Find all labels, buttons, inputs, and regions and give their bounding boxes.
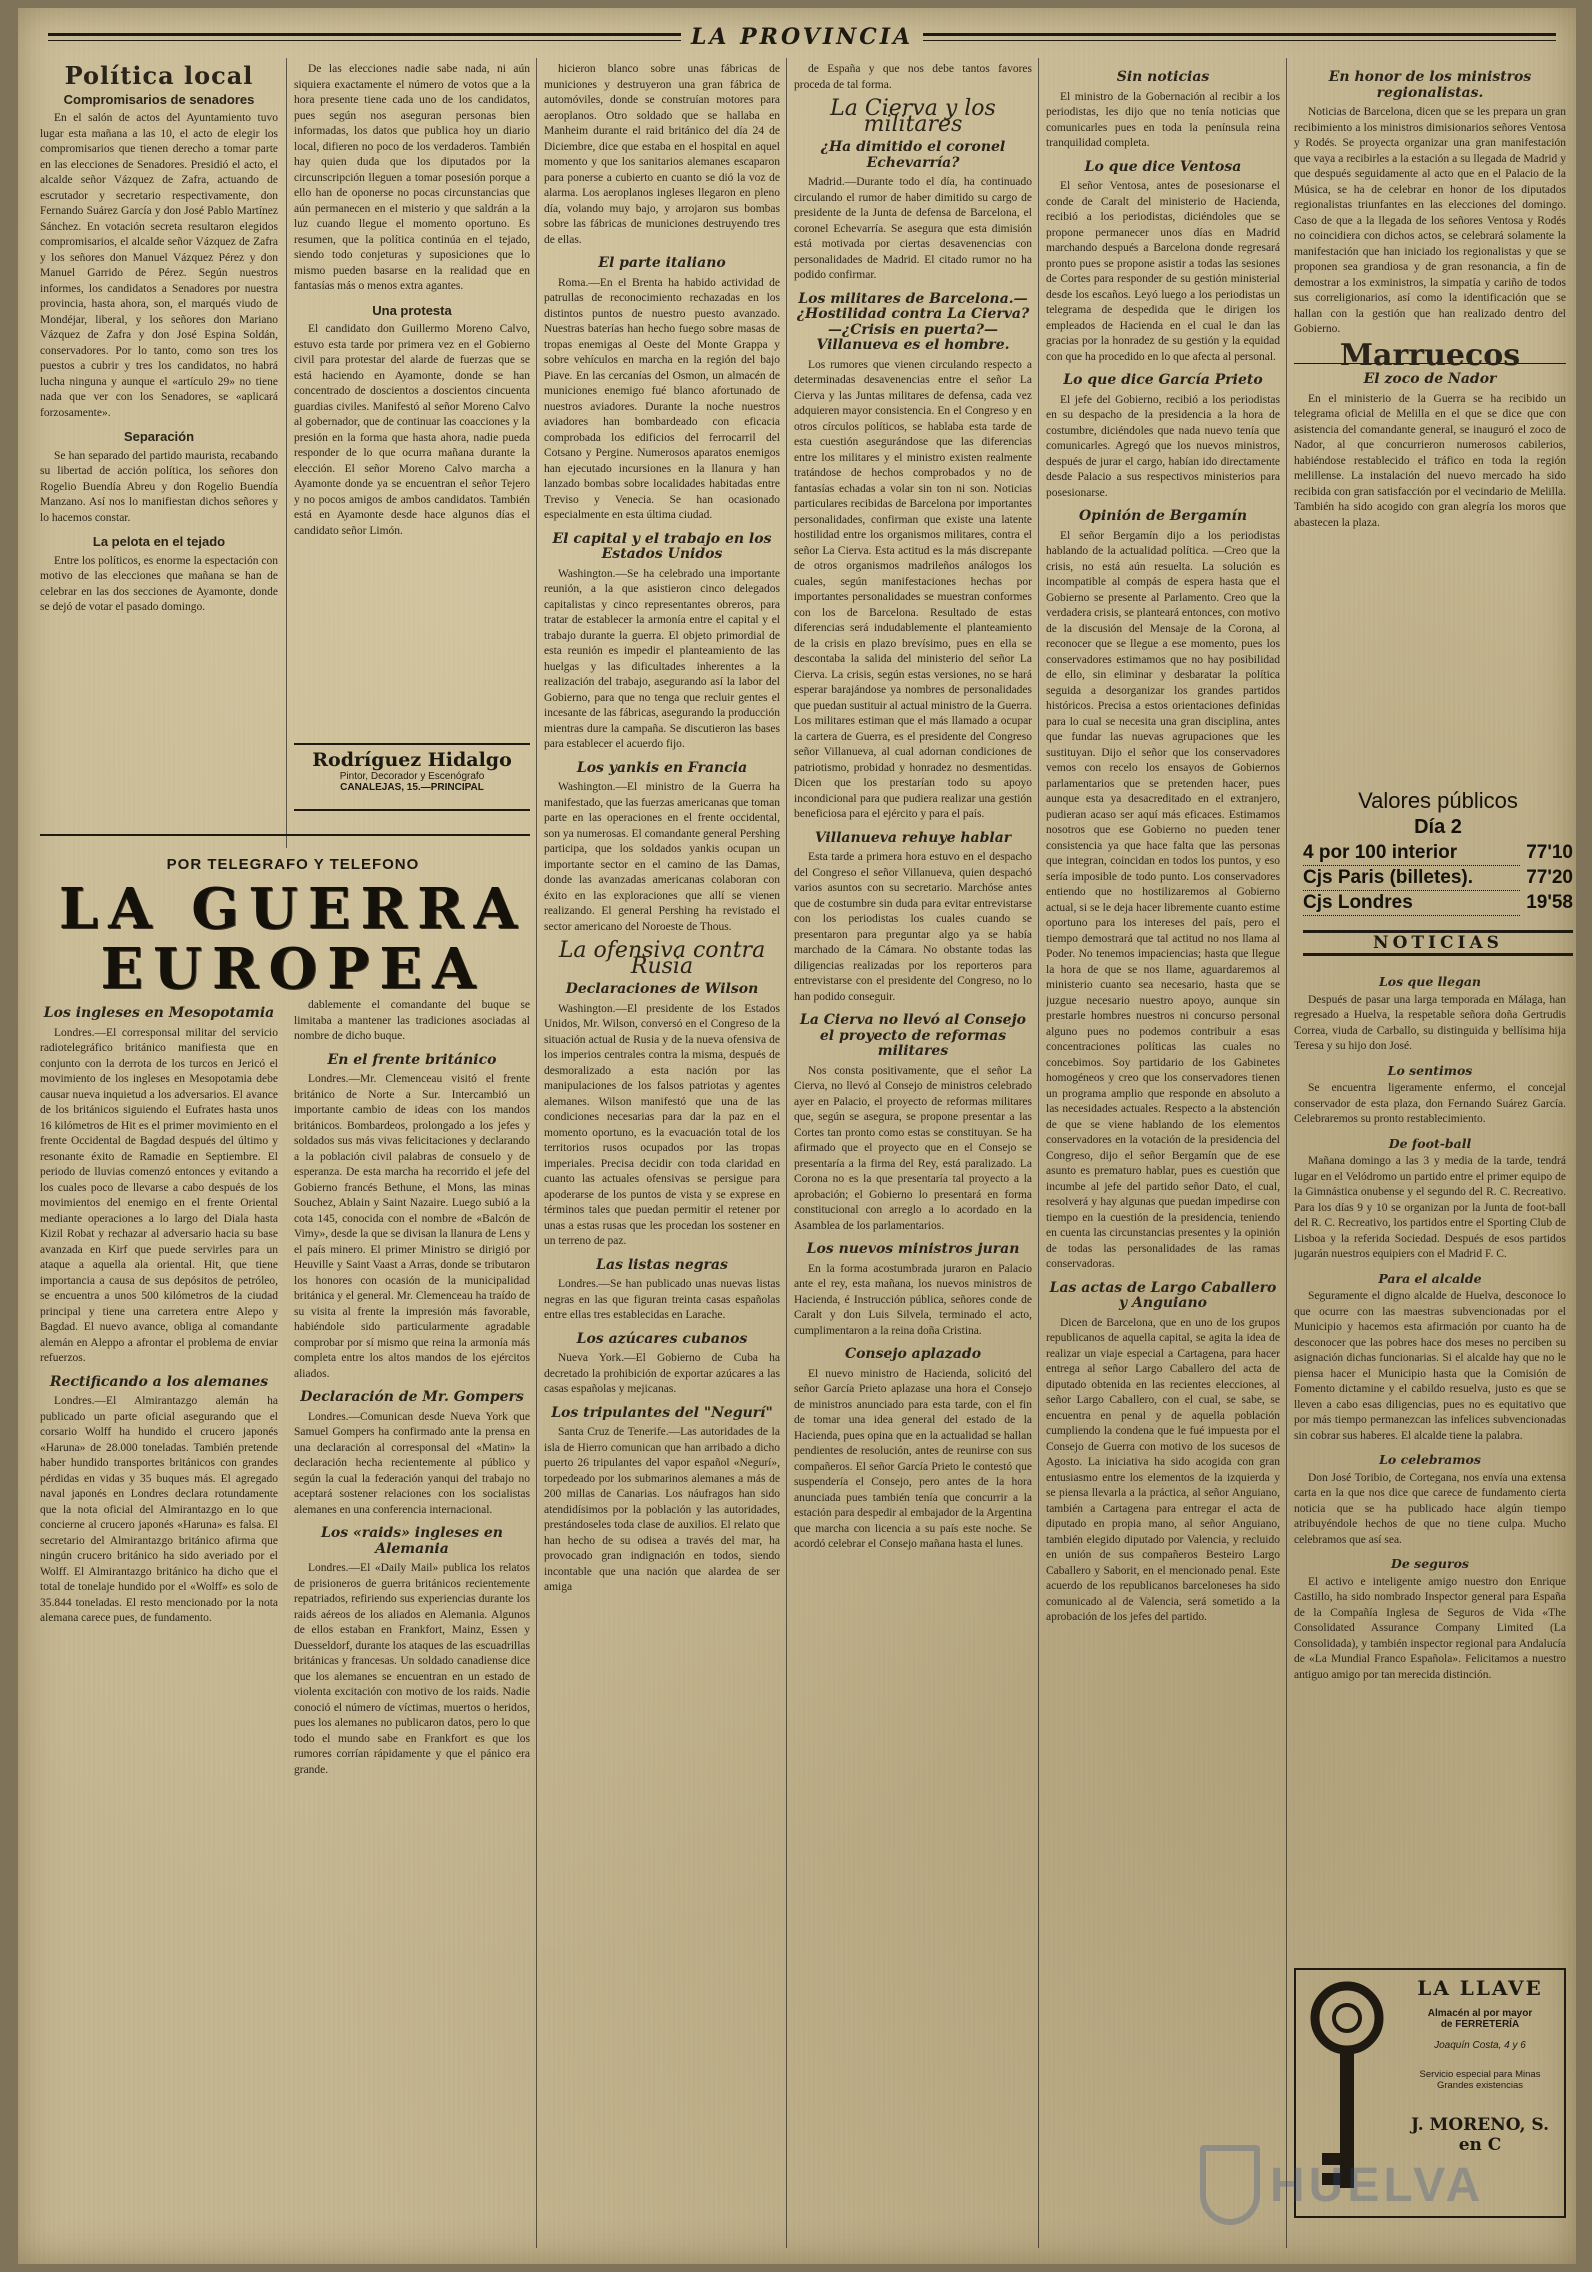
headline: En honor de los ministros regionalistas. bbox=[1328, 69, 1532, 101]
headline: Consejo aplazado bbox=[844, 1346, 982, 1362]
column-rule bbox=[286, 58, 287, 848]
article-text: El candidato don Guillermo Moreno Calvo, estuvo esta tarde por primera vez en el Gobierno civil para protestar del alarde de fuerzas que se está haciendo en Ayamonte, donde se han concentrado de doscientos a doscientos cincuenta guardias civiles. Manifestó al señor Moreno Calvo al gobernador, que de continuar las coacciones y la presión en la forma que hasta ahora, nadie pueda responder de lo que ocurra mañana durante la elección. El señor Moreno Calvo marcha a Ayamonte donde ya se encuentran el señor Tejero y no pocos amigos de ambos candidatos. También está en Ayamonte desde hace algunos días el candidato señor Limón. bbox=[294, 323, 530, 537]
column-6-noticias bbox=[1294, 966, 1566, 1966]
column-politica-local bbox=[40, 62, 278, 842]
article-text: Se han separado del partido maurista, recabando su libertad de acción política, los señores don Rogelio Buendía Abreu y don Rogelio Buendía Manzano. Así nos lo manifiestan dichos señores y lo hacemos constar. bbox=[40, 449, 278, 524]
article-text: Seguramente el digno alcalde de Huelva, desconoce lo que ocurre con las maestras subvencionadas por el Municipio y hacemos esta afirmación por cuanto ha de desconocer que las pobres hace dos meses no perciben su asignación dichas funcionarias. Si el alcalde hay que no le piensa hacer el Municipio hasta que la Comisión de Fomento dictamine y el cabildo resuelva, justo es que se lleven a cabo esas diligencias, pues no es equitativo que por más tiempo permanezcan las infelices subvencionadas sin cobrar sus haberes. El alcalde tiene la palabra. bbox=[1294, 1290, 1566, 1442]
headline: Compromisarios de senadores bbox=[63, 91, 255, 107]
column-guerra-2 bbox=[294, 998, 530, 2248]
headline: Las listas negras bbox=[596, 1256, 728, 1273]
ad-name: Rodríguez Hidalgo bbox=[312, 749, 512, 771]
headline: Lo sentimos bbox=[1387, 1062, 1473, 1078]
article-text: Nos consta positivamente, que el señor La Cierva, no llevó al Consejo de ministros celebrado ayer en Palacio, el proyecto de reformas militares que, según se asegura, se propone presentar a las Cortes tan pronto como estas se constituyan. Se ha afirmado que el proyecto que en el Consejo se presentaría a la firma del Rey, está paralizado. La Corona no es la que presentaría tal proyecto a la aprobación; el Gobierno lo presentará en forma constitucional con arreglo a lo acordado en la Asamblea de los parlamentarios. bbox=[794, 1064, 1032, 1232]
headline: El zoco de Nador bbox=[1363, 371, 1497, 387]
headline: Los azúcares cubanos bbox=[576, 1330, 748, 1347]
war-title-line-1: LA GUERRA bbox=[58, 876, 528, 942]
headline: Los tripulantes del "Negurí" bbox=[551, 1404, 773, 1421]
article-text: Washington.—El ministro de la Guerra ha manifestado, que las fuerzas americanas que toman parte en las operaciones en el frente occidental, son ya numerosas. El comandante general Pershing participa, que los soldados yankis ocupan un importante sector en el camino de las Damas, donde las avanzadas americanas colaboran con éxito en las exploraciones que allí se vienen realizando. El general Pershing ha revistado el sector americano del Noroeste de Thous. bbox=[544, 781, 780, 933]
masthead bbox=[48, 20, 1556, 54]
headline: Sin noticias bbox=[1116, 69, 1210, 85]
headline: De foot-ball bbox=[1388, 1135, 1472, 1151]
article-text: Santa Cruz de Tenerife.—Las autoridades de la isla de Hierro comunican que han arribado a dicho puerto 26 tripulantes del vapor español «Negurí», torpedeado por los submarinos alemanes a más de 200 millas de Canarias. Los náufragos han sido atendidísimos por la población y las autoridades, prestándoseles toda clase de auxilios. El relato que han hecho de su odisea a través del mar, ha provocado gran indignación en todos, siendo incontable que una nación que alardea de ser amiga bbox=[544, 1426, 780, 1593]
valor-value: 77'10 bbox=[1526, 842, 1573, 863]
article-text: Se encuentra ligeramente enfermo, el concejal conservador de esta plaza, don Fernando Suárez García. Celebraremos su pronto restablecimiento. bbox=[1294, 1082, 1566, 1125]
ad-line: Servicio especial para Minas bbox=[1419, 2069, 1541, 2080]
article-text: El nuevo ministro de Hacienda, solicitó del señor García Prieto aplazase una hora el Consejo de ministros anunciado para esta tarde, con el fin de tomar una idea general del estado de la Hacienda, pues opina que en la actualidad se hallan pendientes de resolución, antes de reunirse con sus compañeros. El señor García Prieto le contestó que suspendería el Consejo, pero antes de la hora anunciada pues también tenía que concurrir a la estación para despedir al embajador de la Argentina que marcha con licencia a su país este noche. Se acordó celebrar el Consejo mañana hasta el lunes. bbox=[794, 1367, 1032, 1550]
ad-line: Almacén al por mayor bbox=[1427, 2008, 1533, 2019]
valor-name: Cjs Londres bbox=[1303, 891, 1520, 916]
column-rule bbox=[1286, 58, 1287, 2248]
headline: Opinión de Bergamín bbox=[1078, 508, 1248, 524]
article-text: El señor Bergamín dijo a los periodistas hablando de la actualidad política. —Creo que la crisis, no está aún resuelta. La solución es incompatible al compás de espera hasta que el Gobierno se presente al Parlamento. Creo que la verdadera crisis, se planteará entonces, con motivo de la discusión del Mensaje de la Corona, al reconocer que se llegue a ese momento, pues los conservadores estimamos que no hay posibilidad de ello, sin eliminar y desbaratar la política seguida a desorganizar los grandes partidos históricos. Precisa a estos orientaciones definidas para lo cual se necesita una gran disciplina, antes que fundar las nuevas agrupaciones que les sustituyan. Dijo el señor que los conservadores vemos con recelo los ensayos de Gobiernos parlamentarios que se pretenden hacer, pues aunque esta ya desacreditado en el extranjero, pudieran acaso ser aquí más eficaces. Estimamos nosotros que ese Gobierno no pueden tener consistencia ya que hace falta que las personas que integran, coincidan en todos los puntos, y eso sería imposible de todo punto. Los conservadores entiendo que no hostilizaremos al Gobierno actual, si se le deja hacer libremente cuanto estime oportuno para los intereses del país, pero el tiempo demostrará que tal actitud no nos llama al Poder. No tenemos impaciencias; hasta que llegue la hora de que se nos llame, aguardaremos al ministerio cuanto sea necesario, hasta que se juzgue necesario nuestro apoyo, aunque sin prestarle hombres nuestros ni concurso personal alguno pues no podemos contribuir a esas concentraciones políticas las cuales no concebimos. Soy partidario de los Gabinetes homogéneos y creo que los conservadores tienen un programa amplio que responde en absoluto a las necesidades actuales. Respecto a la abstención de que se viene hablando de los elementos conservadores en la votación de la presidencia del Congreso, dijo el señor Bergamín que de ese asunto es prematuro hablar, pues es cuestión que incumbe al jefe del partido señor Dato, el cual, resolverá y hay algunas que puedan impedirse con tiempo en la cuestión de la presidencia, teniendo en cuenta las circunstancias presentes y la opinión de todas las personalidades de las ramas conservadoras. bbox=[1046, 529, 1280, 1270]
valores-row bbox=[1303, 891, 1573, 916]
column-3 bbox=[544, 62, 780, 2252]
valor-name: 4 por 100 interior bbox=[1303, 841, 1520, 866]
article-text: Roma.—En el Brenta ha habido actividad de patrullas de reconocimiento rechazadas en los distintos puntos de nuestro puesto avanzado. Nuestras baterías han hecho fuego sobre masas de tropas enemigas al Oeste del Monte Grappa y sobre vehículos en marcha en la región del bajo Piave. En las cercanías del Osmon, un almacén de municiones enemigo fué blanco afortunado de nuestros aviadores. Durante la noche nuestros aviadores han bombardeado con eficacia comprobada los edificios del ferrocarril del Cotsano y Pergine. Numerosos aparatos enemigos han ejecutado incursiones en la llanura y han lanzado bombas sobre localidades habitadas entre Treviso y Venecia. Se han ocasionado especialmente en esta última ciudad. bbox=[544, 276, 780, 521]
article-text: hicieron blanco sobre unas fábricas de municiones y destruyeron una gran fábrica de automóviles, donde se construían motores para aeroplanos. Otro soldado que se hallaba en Manheim durante el raid británico del día 24 de Diciembre, dice que estaba en el hospital en aquel momento y que los sanitarios alemanes escaparon para ponerse a cubierto en cuanto se dió la voz de alarma. Los aeroplanos ingleses llegaron en pleno día, volando muy bajo, y arrojaron sus bombas sobre las fábricas de municiones destruyendo tres de ellas. bbox=[544, 63, 780, 246]
valores-publicos bbox=[1303, 788, 1573, 918]
article-text: dablemente el comandante del buque se limitaba a mantener las tradiciones asociadas al nombre de dicho buque. bbox=[294, 999, 530, 1042]
article-text: Londres.—El «Daily Mail» publica los relatos de prisioneros de guerra británicos recientemente repatriados, refiriendo sus experiencias durante los raids aéreos de los aliados en Alemania. Algunos de ellos estaban en Frankfort, Mainz, Essen y Duesseldorf, durante los ataques de las escuadrillas británicas y francesas. Un soldado canadiense dice que los alemanes se encuentran en un estado de violenta excitación con motivo de los raids. Nadie conoció el número de víctimas, muertos o heridos, pues los alemanes no publicaron datos, pero lo que todo el mundo sabe en Frankfort es que los rumores corrían rápidamente y que el pánico era grande. bbox=[294, 1562, 530, 1776]
article-text: Londres.—Se han publicado unas nuevas listas negras en las que figuran treinta casas españolas entre ellas tres establecidas en Larache. bbox=[544, 1278, 780, 1321]
headline: Los que llegan bbox=[1378, 974, 1482, 989]
headline: ¿Ha dimitido el coronel Echevarría? bbox=[820, 139, 1006, 171]
article-text: Washington.—El presidente de los Estados Unidos, Mr. Wilson, conversó en el Congreso de la situación actual de Rusia y de la nueva ofensiva de los imperios centrales contra la misma, después de desmoralizado a esta nación por las manipulaciones de los falsos patriotas y agentes alemanes. Wilson manifestó que una de las condiciones necesarias para dar la paz en el momento oportuno, es la evacuación total de los territorios rusos ocupados por las tropas imperiales. Precisa decidir con toda claridad en cuanto las actuales ofensivas se persigue para apoderarse de los puntos de vista y se exprese en términos tales que puedan permitir el retener por unas a estas rusas que les procedan los sostener en un terreno de paz. bbox=[544, 1002, 780, 1247]
headline: Las actas de Largo Caballero y Anguiano bbox=[1049, 1279, 1277, 1311]
column-rule bbox=[536, 58, 537, 2248]
ad-rodriguez-hidalgo bbox=[294, 743, 530, 811]
war-title-line-2: EUROPEA bbox=[100, 936, 486, 1002]
war-subtitle: POR TELEGRAFO Y TELEFONO bbox=[166, 856, 420, 873]
headline: Los yankis en Francia bbox=[576, 759, 748, 776]
valor-value: 77'20 bbox=[1526, 867, 1573, 888]
ad-line: Joaquín Costa, 4 y 6 bbox=[1434, 2040, 1526, 2051]
valores-row bbox=[1303, 866, 1573, 891]
article-text: Londres.—El Almirantazgo alemán ha publicado un parte oficial asegurando que el corsario Wolff ha hundido el crucero japonés «Haruna» de 28.000 toneladas. También pretende haber hundido transportes británicos con grandes pérdidas en vidas y 35 buques más. El agregado naval japonés en Londres declara rotundamente que la nota oficial del Almirantazgo en lo que concierne al crucero japonés «Haruna» es falsa. El secretario del Almirantazgo británico afirma que ningún crucero británico ha sido averiado por el Wolff. El Almirantazgo británico ha dicho que el total de tonelaje hundido por el «Wolff» es solo de 35.844 toneladas. El resto mencionado por la nota alemana carece pues, de fundamento. bbox=[40, 1395, 278, 1624]
column-5 bbox=[1046, 62, 1280, 2252]
headline: Los nuevos ministros juran bbox=[806, 1241, 1020, 1257]
article-text: Después de pasar una larga temporada en Málaga, han regresado a Huelva, la respetable señora doña Gertrudis Correa, viuda de Carballo, su distinguida y bellísima hija Teresa y su hijo don José. bbox=[1294, 993, 1566, 1052]
ad-line: de FERRETERÍA bbox=[1440, 2019, 1520, 2030]
article-text: El jefe del Gobierno, recibió a los periodistas en su despacho de la presidencia a la hora de costumbre, diciéndoles que nada nuevo tenía que comunicarles. Agregó que los nuevos ministros, después de jurar el cargo, habían ido directamente desde Palacio a sus respectivos ministerios para posesionarse. bbox=[1046, 393, 1280, 499]
article-text: Mañana domingo a las 3 y media de la tarde, tendrá lugar en el Velódromo un partido entre el primer equipo de la Gimnástica onubense y el segundo del R. C. Recreativo. Para los días 9 y 10 se organizan por la Junta de foot-ball del R. C. Recreativo, los partidos entre el Sporting Club de Lisboa y la referida Sociedad. Después de esos partidos jugarán nuestros equipiers con el Madrid F. C. bbox=[1294, 1155, 1566, 1260]
article-text: Londres.—Mr. Clemenceau visitó el frente británico de Norte a Sur. Intercambió un importante cambio de ideas con los mandos británicos. Bombardeos, prolongado a los jefes y soldados sus más vivas felicitaciones y declarando a la población civil palabras de consuelo y de esperanza. De esta marcha ha recorrido el jefe del Gobierno francés Bethune, el Mons, las minas Souchez, Ablain y Saint Nazaire. Luego subió a la cota 145, conocida con el nombre de «Balcón de Vimy», desde la que se divisan la llanura de Lens y el país minero. El primer Ministro se dirigió por Heuville y Saint Vaast a Arras, donde se tributaron los honores con ocasión de la municipalidad británica y el general. Mr. Clemenceau ha traído de su visita al frente la impresión más favorable, habiéndole sido particularmente agradable comprobar por sí mismo que reina la armonía más completa entre los altos mandos de los ejércitos aliados. bbox=[294, 1073, 530, 1380]
article-text: El señor Ventosa, antes de posesionarse el conde de Caralt del ministerio de Hacienda, recibió a los periodistas, diciéndoles que se propone permanecer unos días en Madrid marchando después a Barcelona donde regresará pronto pues se propone asistir a todas las sesiones de Cortes para responder de su gestión ministerial desde los escaños. Leyó luego a los periodistas un telegrama de despedida que le dirigen los empleados de Hacienda en el cual le dan las gracias por la honradez de su gestión y la equidad con que ha procedido en lo que afecta al personal. bbox=[1046, 180, 1280, 363]
ad-line: Pintor, Decorador y Escenógrafo bbox=[339, 771, 485, 782]
headline: En el frente británico bbox=[327, 1051, 497, 1068]
war-headline bbox=[58, 856, 528, 1002]
article-text: Don José Toribio, de Cortegana, nos envía una extensa carta en la que nos dice que carece de fundamento cierta noticia que se ha publicado hace algún tiempo atribuyéndole hechos de que no tiene culpa. Mucho celebramos que así sea. bbox=[1294, 1471, 1566, 1546]
headline: Lo celebramos bbox=[1379, 1452, 1481, 1467]
headline: Los «raids» ingleses en Alemania bbox=[321, 1525, 503, 1557]
article-text: Londres.—Comunican desde Nueva York que Samuel Gompers ha confirmado ante la prensa en una declaración al corresponsal del «Matin» la declaración hecha recientemente al público y según la cual la federación yanqui del trabajo no aceptará sostener relaciones con los socialistas alemanes en una conferencia internacional. bbox=[294, 1410, 530, 1516]
headline: El capital y el trabajo en los Estados Unidos bbox=[552, 530, 772, 562]
ad-address: CANALEJAS, 15.—PRINCIPAL bbox=[340, 782, 484, 793]
masthead-title: LA PROVINCIA bbox=[690, 24, 914, 50]
article-text: Nueva York.—El Gobierno de Cuba ha decretado la prohibición de exportar azúcares a las casas españolas y mejicanas. bbox=[544, 1352, 780, 1395]
headline: Separación bbox=[123, 429, 195, 444]
headline: Declaraciones de Wilson bbox=[565, 981, 759, 997]
headline: Villanueva rehuye hablar bbox=[814, 829, 1012, 846]
headline: Para el alcalde bbox=[1378, 1270, 1482, 1286]
headline: Los ingleses en Mesopotamia bbox=[43, 1005, 275, 1021]
article-text: Madrid.—Durante todo el día, ha continuado circulando el rumor de haber dimitido su cargo de presidente de la Junta de defensa de Barcelona, el coronel Echevarría. Se asegura que esta dimisión está motivada por ciertas desavenencias con personalidades de Madrid. El citado rumor no ha podido confirmar. bbox=[794, 176, 1032, 281]
noticias-header: NOTICIAS bbox=[1303, 930, 1573, 956]
headline: La Cierva no llevó al Consejo el proyecto de reformas militares bbox=[799, 1012, 1026, 1059]
article-text: En la forma acostumbrada juraron en Palacio ante el rey, esta mañana, los nuevos ministros de Hacienda, é Instrucción pública, señores conde de Caralt y don Luis Silvela, terminado el acto, cumplimentaron a la reina doña Cristina. bbox=[794, 1262, 1032, 1337]
valores-date: Día 2 bbox=[1414, 816, 1462, 838]
column-guerra-1 bbox=[40, 998, 278, 2248]
headline: Declaración de Mr. Gompers bbox=[300, 1389, 524, 1405]
masthead-rule-right bbox=[923, 33, 1556, 41]
headline: El parte italiano bbox=[598, 255, 726, 271]
valores-title: Valores públicos bbox=[1358, 788, 1518, 813]
ad-line: Grandes existencias bbox=[1436, 2080, 1524, 2091]
watermark-name: HUELVA bbox=[1270, 2158, 1485, 2212]
headline-large: La ofensiva contra Rusia bbox=[558, 938, 766, 979]
article-text: Noticias de Barcelona, dicen que se les prepara un gran recibimiento a los ministros dimisionarios señores Ventosa y Rodés. Se proyecta organizar una gran manifestación que vaya a recibirles a la estación a su llegada de Madrid y que después seguidamente al acto que en el Palacio de la Música, se ha de celebrar en honor de los diputados regionalistas triunfantes en las elecciones del domingo. Caso de que a la llegada de los señores Ventosa y Rodés no coincidiera con dichos actos, se celebrará solamente la manifestación que han iniciado los regionalistas y que se proponen sea grandiosa y de gran resonancia, a fin de demostrar a los exministros, la simpatía y cariño de todos sus correligionarios, así como la identificación que se hallan con la gestión que han realizado dentro del Gobierno. bbox=[1294, 106, 1566, 335]
article-text: En el ministerio de la Guerra se ha recibido un telegrama oficial de Melilla en el que se dice que con asistencia del comandante general, se inauguró el zoco de Nador, al que concurrieron numerosos cabilerios, habiéndose restablecido el tráfico en toda la región melillense. La instalación del nuevo mercado ha sido recibida con gran satisfacción por el vecindario de Melilla. También ha sido acogido con gran alegría los moros que abastecen la plaza. bbox=[1294, 392, 1566, 529]
headline: Una protesta bbox=[372, 302, 452, 318]
headline-large: La Cierva y los militares bbox=[830, 96, 996, 137]
ad-line: J. MORENO, S. en C bbox=[1410, 2115, 1550, 2155]
headline: Lo que dice García Prieto bbox=[1063, 372, 1263, 388]
headline: Los militares de Barcelona.—¿Hostilidad contra La Cierva?—¿Crisis en puerta?—Villanueva es el hombre. bbox=[796, 290, 1030, 353]
article-text: El activo e inteligente amigo nuestro don Enrique Castillo, ha sido nombrado Inspector general para España de la Compañía Inglesa de Seguros de Vida «The Consolidated Assurance Company Limited (La Consolidada), y también inspector regional para Andalucía de «La Mundial Franco Española». Felicitamos a nuestro antiguo amigo por tan merecida distinción. bbox=[1294, 1575, 1566, 1681]
article-text: De las elecciones nadie sabe nada, ni aún siquiera exactamente el número de votos que a la hora presente tiene cada uno de los candidatos, pues según nos aseguran personas bien informadas, los datos que publica hoy un diario local, difieren no poco de los verdaderos. También hay quien duda que los diputados por la circunscripción lleguen a tomar posesión porque a ello han de oponerse no pocas circunstancias que aún permanecen en el misterio y que saldrán a la luz cuando llegue el momento oportuno. Es resumen, que la política continúa en el tejado, siendo todo conjeturas y suposiciones que lo mismo pueden basarse en la realidad que en fantasías más o menos extra agantes. bbox=[294, 63, 530, 292]
article-text: El ministro de la Gobernación al recibir a los periodistas, les dijo que no tenía noticias que comunicarles pues en toda la península reina tranquilidad completa. bbox=[1046, 90, 1280, 149]
column-6-upper bbox=[1294, 62, 1566, 782]
article-text: de España y que nos debe tantos favores proceda de tal forma. bbox=[794, 63, 1032, 91]
section-rule bbox=[40, 834, 530, 836]
column-rule bbox=[1038, 58, 1039, 2248]
headline: Rectificando a los alemanes bbox=[49, 1373, 269, 1390]
column-elecciones bbox=[294, 62, 530, 742]
headline: Lo que dice Ventosa bbox=[1084, 158, 1242, 175]
article-text: En el salón de actos del Ayuntamiento tuvo lugar esta mañana a las 10, el acto de elegir los compromisarios que tienen derecho a tomar parte en las elecciones de Senadores. Presidió el acto, el alcalde señor Vázquez de Zafra, actuando de escrutador y secretario respectivamente, don Fernando Suárez García y don José Pablo Martínez Sánchez. En votación secreta resultaron elegidos compromisarios, el alcalde señor Vázquez de Zafra y los señores don Manuel Vázquez Pérez y don Manuel Garrido de Pérez. Según nuestros informes, los candidatos a Senadores por nuestra provincia, hasta ahora, son, el marqués viudo de Mondéjar, liberal, y los señores don Mariano Vázquez de Zafra y don José Espina Soldán, conservadores. Por lo tanto, como son tres los puestos a cubrir y tres los candidatos, no habrá lucha ninguna y aunque el «artículo 29» no tiene nada que ver con los Senadores, se «aplicará forzosamente». bbox=[40, 112, 278, 419]
ad-title: LA LLAVE bbox=[1417, 1976, 1543, 2000]
column-4 bbox=[794, 62, 1032, 2252]
article-text: Los rumores que vienen circulando respecto a determinadas desavenencias entre el señor La Cierva y las Juntas militares de defensa, cada vez adquieren mayor consistencia. En el Congreso y en otros círculos políticos, se hablaba esta tarde de esta cuestión asegurándose que las diferencias entre los militares y el ministro existen realmente tratándose de hechos comprobados y no de fantasías echadas a volar sin ton ni son. Noticias particulares recibidas de Barcelona por importantes personalidades, confirman que existe una latente hostilidad entre los organismos militares, contra el señor La Cierva. Esta actitud es la más discrepante de otros organismos madrileños análogos los cuales, según manifestaciones hechas por importantes personalidades se muestran conformes con los de Barcelona. Resultado de estas diferencias será indudablemente el planteamiento de la crisis en plazo brevísimo, pues en ella se descontaba la salida del ministerio del señor La Cierva. La crisis, según estas versiones, no se hará esperar barajándose ya nombres de personalidades que puedan sustituir al actual ministro de la Guerra. Los militares estiman que el más llamado a ocupar la cartera de Guerra, es el presidente del Congreso señor Villanueva, al cual adornan condiciones de patriotismo, probidad y honradez no desmentidas. Dicen que los prestarían todo su apoyo incondicional para que pudiera realizar una gestión beneficiosa para el ejército y para el país. bbox=[794, 358, 1032, 820]
archive-watermark bbox=[1200, 2130, 1530, 2240]
headline: La pelota en el tejado bbox=[92, 534, 226, 549]
article-text: Londres.—El corresponsal militar del servicio radiotelegráfico británico manifiesta que en conjunto con la derrota de los turcos en Jericó el movimiento de los ingleses en Mesopotamia debe causar nueva inquietud a los adversarios. El avance de los británicos siguiendo el Eufrates hasta unos 16 kilómetros de Hit es el primer movimiento en el frente Occidental de Bagdad después del último y resonante éxito de Ramadie en Septiembre. El periodo de lluvias comenzó entonces y evitando a los cuales poco de llevarse a cabo después de los movimientos del enemigo en el frente Oriental mediante operaciones a lo largo del Diala hasta Kizil Robat y rechazar al adversario hacia su base avanzada en Kirf que puede servirles para un ataque a aquella ala oriental. Hit, que tiene importancia a causa de sus depósitos de petróleo, se encuentra a unos 500 kilómetros de la ciudad principal y tiene una carretera entre Alepo y Bagdad. El nuevo avance, obliga al comandante alemán en Aleppo a afrontar el problema de enviar refuerzos. bbox=[40, 1026, 278, 1364]
article-text: Esta tarde a primera hora estuvo en el despacho del Congreso el señor Villanueva, quien despachó varios asuntos con su secretario. Marchóse antes que de costumbre sin duda para evitar entrevistarse con los periodistas los cuales cuando se presentaron para preguntar algo ya se había marchado de la Cámara. No obstante todas las diligencias realizadas por los reporteros para entrevistarse con el presidente del Congreso, no lo han podido conseguir. bbox=[794, 851, 1032, 1003]
section-title: Política local bbox=[64, 62, 254, 90]
shield-icon bbox=[1200, 2145, 1260, 2225]
headline: De seguros bbox=[1391, 1556, 1469, 1571]
article-text: Dicen de Barcelona, que en uno de los grupos republicanos de aquella capital, se agita la idea de realizar un viaje especial a Cartagena, para hacer entrega al señor Largo Caballero del acta de diputado obtenida en las recientes elecciones, al señor Largo Caballero, con el cual, se sabe, se encuentra en penal y de aquella población cumpliendo la condena que le fué impuesta por el Consejo de Guerra con motivo de los sucesos de Agosto. La iniciativa ha sido acogida con gran entusiasmo entre los elementos de la izquierda y se piensa llevarla a la práctica, al señor Anguiano, también a Cartagena para entregar el acta de diputado en propia mano, al señor Anguiano, también elegido diputado por Valencia, y recluido en unión de sus compañeros Besteiro Largo Caballero y Saborit, en el mencionado penal. Este acuerdo de los republicanos barceloneses ha sido comunicado al de Valencia, será sometido a la aprobación de los jefes del partido. bbox=[1046, 1316, 1280, 1623]
article-text: Entre los políticos, es enorme la espectación con motivo de las elecciones que mañana se han de celebrar en las dos secciones de Ayamonte, donde se dejó de votar el pasado domingo. bbox=[40, 554, 278, 613]
column-rule bbox=[786, 58, 787, 2248]
valor-name: Cjs Paris (billetes). bbox=[1303, 866, 1520, 891]
newspaper-page bbox=[18, 8, 1576, 2264]
section-title-marruecos: Marruecos bbox=[1294, 348, 1566, 365]
valor-value: 19'58 bbox=[1526, 892, 1573, 913]
article-text: Washington.—Se ha celebrado una importante reunión, a la que asistieron cinco delegados capitalistas y cinco representantes obreros, para tratar de establecer la armonía entre el capital y el trabajo durante la guerra. El objeto primordial de esta reunión es impedir el planteamiento de las huelgas y las dificultades inherentes a la realización del trabajo, asegurando así la labor del Gobierno, para que no tenga que recluir gentes el incesante de las fábricas, asegurando la producción mientras dure la campaña. Se discutieron las bases para establecer el acuerdo fijo. bbox=[544, 567, 780, 750]
masthead-rule-left bbox=[48, 33, 681, 41]
valores-row bbox=[1303, 841, 1573, 866]
